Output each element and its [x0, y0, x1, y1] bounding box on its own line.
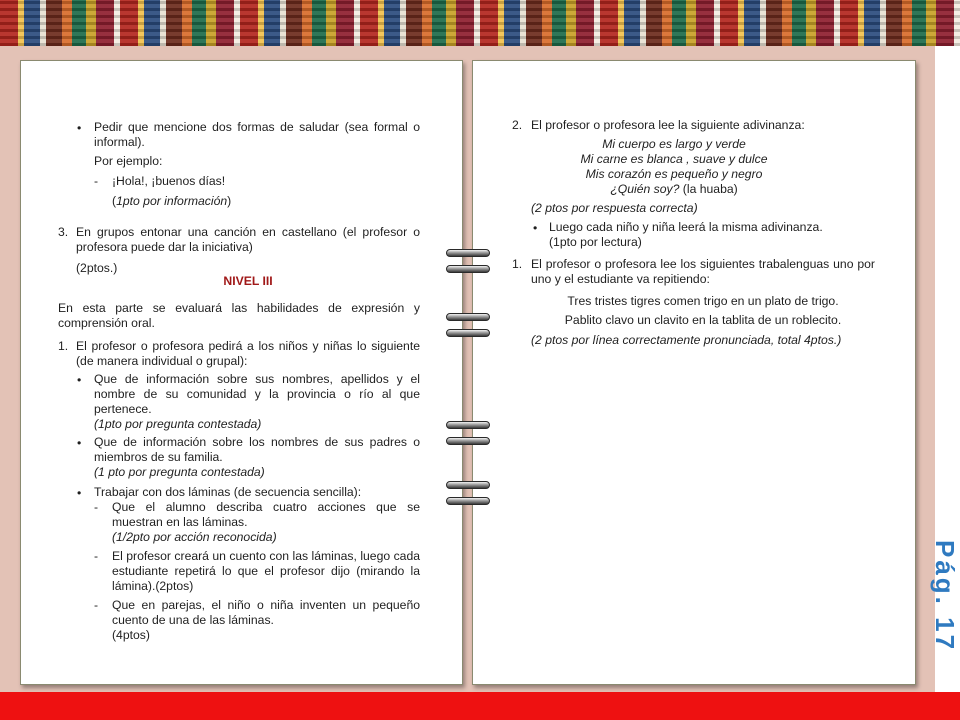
dash1-points: (1/2pto por acción reconocida): [112, 530, 277, 544]
dash1-text: Que el alumno describa cuatro acciones que se muestran en las láminas.: [112, 500, 420, 529]
bullet-marker: •: [77, 486, 82, 500]
ejemplo-points: (1pto por información): [112, 194, 232, 208]
binder-ring: [446, 313, 490, 321]
saludar-bullet-text: Pedir que mencione dos formas de saludar (sea formal o informal).: [94, 120, 420, 149]
binder-ring: [446, 437, 490, 445]
tongue-twister-1: Tres tristes tigres comen trigo en un plato de trigo.: [567, 294, 839, 308]
page-number-label: Pág. 17: [930, 540, 960, 653]
nivel-heading: NIVEL III: [223, 274, 273, 288]
item-number: 2.: [512, 118, 523, 132]
ejemplo-hola-text: ¡Hola!, ¡buenos días!: [112, 174, 226, 188]
dash-marker: -: [94, 598, 99, 612]
binder-ring: [446, 421, 490, 429]
bullet2-text: Que de información sobre los nombres de sus padres o miembros de su familia.: [94, 435, 420, 464]
reading-bullet-text: Luego cada niño y niña leerá la misma adivinanza.: [549, 220, 823, 234]
bullet-marker: •: [533, 221, 538, 235]
item2-text: El profesor o profesora lee la siguiente adivinanza:: [531, 118, 805, 132]
tongue-twister-intro: El profesor o profesora lee los siguientes trabalenguas uno por uno y el estudiante va repitiendo:: [531, 257, 875, 286]
reading-bullet-points: (1pto por lectura): [549, 235, 642, 249]
decorative-textile-banner: [0, 0, 960, 46]
binder-ring: [446, 265, 490, 273]
bullet-marker: •: [77, 373, 82, 387]
item3-points: (2ptos.): [76, 261, 118, 275]
binder-ring: [446, 481, 490, 489]
item-number: 3.: [58, 225, 69, 239]
dash3-points: (4ptos): [112, 628, 150, 642]
tongue-twister-2: Pablito clavo un clavito en la tablita de un roblecito.: [564, 313, 842, 327]
item-number: 1.: [512, 257, 523, 271]
right-notebook-page: [472, 60, 916, 685]
dash-marker: -: [94, 174, 99, 188]
riddle-line-2: Mi carne es blanca , suave y dulce: [580, 152, 768, 166]
dash-marker: -: [94, 549, 99, 563]
binder-ring: [446, 329, 490, 337]
riddle-line-1: Mi cuerpo es largo y verde: [602, 137, 746, 151]
item-number: 1.: [58, 339, 69, 353]
binder-ring: [446, 497, 490, 505]
dash-marker: -: [94, 500, 99, 514]
tongue-twister-points: (2 ptos por línea correctamente pronunciada, total 4ptos.): [531, 333, 842, 347]
bottom-red-bar: [0, 692, 960, 720]
left-notebook-page: [20, 60, 463, 685]
riddle-points: (2 ptos por respuesta correcta): [531, 201, 698, 215]
por-ejemplo-label: Por ejemplo:: [94, 154, 163, 168]
riddle-line-3: Mis corazón es pequeño y negro: [585, 167, 763, 181]
bullet2-points: (1 pto por pregunta contestada): [94, 465, 265, 479]
item3-text: En grupos entonar una canción en castellano (el profesor o profesora puede dar la iniciativa): [76, 225, 420, 254]
bullet1-text: Que de información sobre sus nombres, apellidos y el nombre de su comunidad y la provincia o río al que pertenece.: [94, 372, 420, 416]
dash2-text: El profesor creará un cuento con las láminas, luego cada estudiante repetirá lo que el profesor dijo (mirando la lámina).(2ptos): [112, 549, 420, 593]
bullet-marker: •: [77, 121, 82, 135]
item1-text: El profesor o profesora pedirá a los niños y niñas lo siguiente (de manera individual o grupal):: [76, 339, 420, 368]
nivel-intro-text: En esta parte se evaluará las habilidades de expresión y comprensión oral.: [58, 301, 420, 330]
dash3-text: Que en parejas, el niño o niña inventen un pequeño cuento de una de las láminas.: [112, 598, 420, 627]
riddle-line-4: ¿Quién soy? (la huaba): [610, 182, 738, 196]
bullet-marker: •: [77, 436, 82, 450]
bullet3-text: Trabajar con dos láminas (de secuencia sencilla):: [94, 485, 362, 499]
binder-ring: [446, 249, 490, 257]
bullet1-points: (1pto por pregunta contestada): [94, 417, 262, 431]
